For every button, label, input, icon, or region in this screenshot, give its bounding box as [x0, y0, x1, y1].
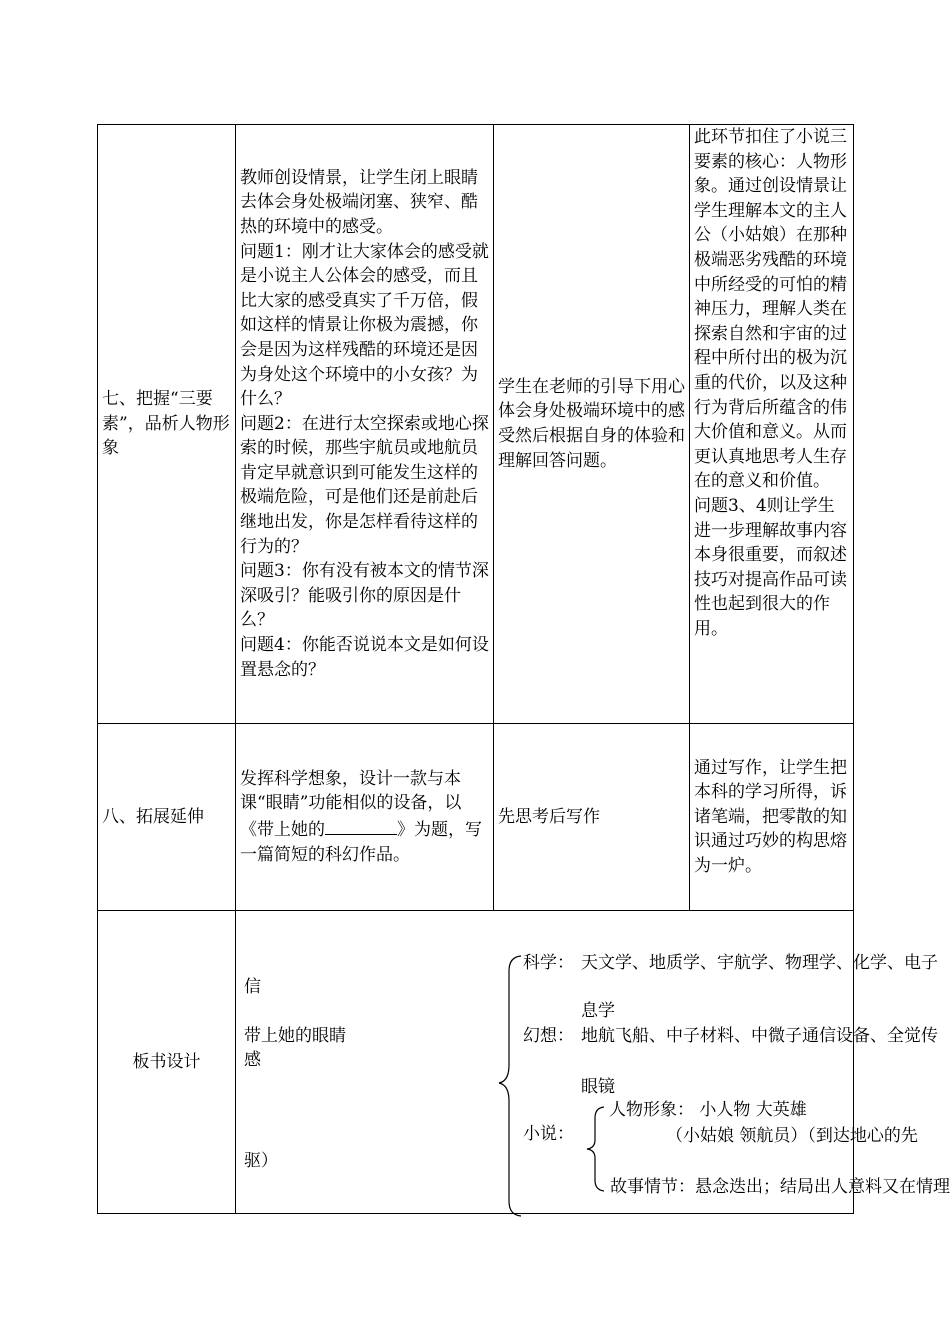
design-intent-cell: 通过写作，让学生把本科的学习所得，诉诸笔端，把零散的知识通过巧妙的构思熔为一炉。	[690, 724, 854, 911]
fantasy-wrap-text: 感	[244, 1050, 261, 1070]
lesson-plan-table	[97, 124, 950, 1214]
character-subline: （小姑娘 领航员）（到达地心的先	[666, 1126, 918, 1146]
science-label: 科学：	[523, 953, 574, 973]
title-blank	[325, 816, 397, 835]
teacher-activity-cell	[236, 724, 494, 911]
character-line: 人物形象： 小人物 大英雄	[609, 1100, 807, 1120]
small-brace-icon	[584, 1106, 606, 1192]
fantasy-line-1: 地航飞船、中子材料、中微子通信设备、全觉传	[581, 1026, 938, 1046]
plot-line: 故事情节：悬念迭出；结局出人意料又在情理	[610, 1177, 950, 1197]
novel-wrap-text: 驱）	[244, 1151, 278, 1171]
fantasy-line-2: 眼镜	[581, 1077, 615, 1097]
science-line-1: 天文学、地质学、宇航学、物理学、化学、电子	[581, 953, 938, 973]
step-name-cell: 八、拓展延伸	[98, 724, 236, 911]
board-design-label: 板书设计	[98, 911, 236, 1214]
science-line-2: 息学	[581, 1001, 615, 1021]
design-intent-cell: 此环节扣住了小说三要素的核心：人物形象。通过创设情景让学生理解本文的主人公（小姑娘）在那种极端恶劣残酷的环境中所经受的可怕的精神压力，理解人类在探索自然和宇宙的过程中所付出的极为沉重的代价，以及这种行为背后所蕴含的伟大价值和意义。从而更认真地思考人生存在的意义和价值。 问题3、4则让学生进一步理解故事内容本身很重要，而叙述技巧对提高作品可读性也起到很大的作用。	[690, 125, 854, 724]
step-name-cell: 七、把握“三要素”，品析人物形象	[98, 125, 236, 724]
student-activity-cell: 先思考后写作	[494, 724, 690, 911]
board-diagram	[240, 911, 950, 1213]
prompt-text-after: 》为题，写一篇简短的科幻作品。	[240, 820, 482, 865]
teacher-activity-cell: 教师创设情景，让学生闭上眼睛去体会身处极端闭塞、狭窄、酷热的环境中的感受。 问题1：刚才让大家体会的感受就是小说主人公体会的感受，而且比大家的感受真实了千万倍，假如这样的情景让你极为震撼，你会是因为这样残酷的环境还是因为身处这个环境中的小女孩？为什么？ 问题2：在进行太空探索或地心探索的时候，那些宇航员或地航员肯定早就意识到可能发生这样的极端危险，可是他们还是前赴后继地出发，你是怎样看待这样的行为的？ 问题3：你有没有被本文的情节深深吸引？能吸引你的原因是什么？ 问题4：你能否说说本文是如何设置悬念的？	[236, 125, 494, 724]
large-brace-icon	[497, 955, 523, 1217]
prompt-text-before: 发挥科学想象，设计一款与本课“眼睛”功能相似的设备，以《带上她的	[240, 768, 462, 840]
novel-label: 小说：	[523, 1124, 574, 1144]
table-row-step-7	[98, 125, 854, 724]
table-row-board-design	[98, 911, 854, 1214]
fantasy-label: 幻想：	[523, 1026, 574, 1046]
science-wrap-text: 信	[244, 977, 261, 997]
student-activity-cell: 学生在老师的引导下用心体会身处极端环境中的感受然后根据自身的体验和理解回答问题。	[494, 125, 690, 724]
board-design-cell	[236, 911, 950, 1214]
table-row-step-8	[98, 724, 854, 911]
board-title: 带上她的眼睛	[244, 1026, 346, 1046]
